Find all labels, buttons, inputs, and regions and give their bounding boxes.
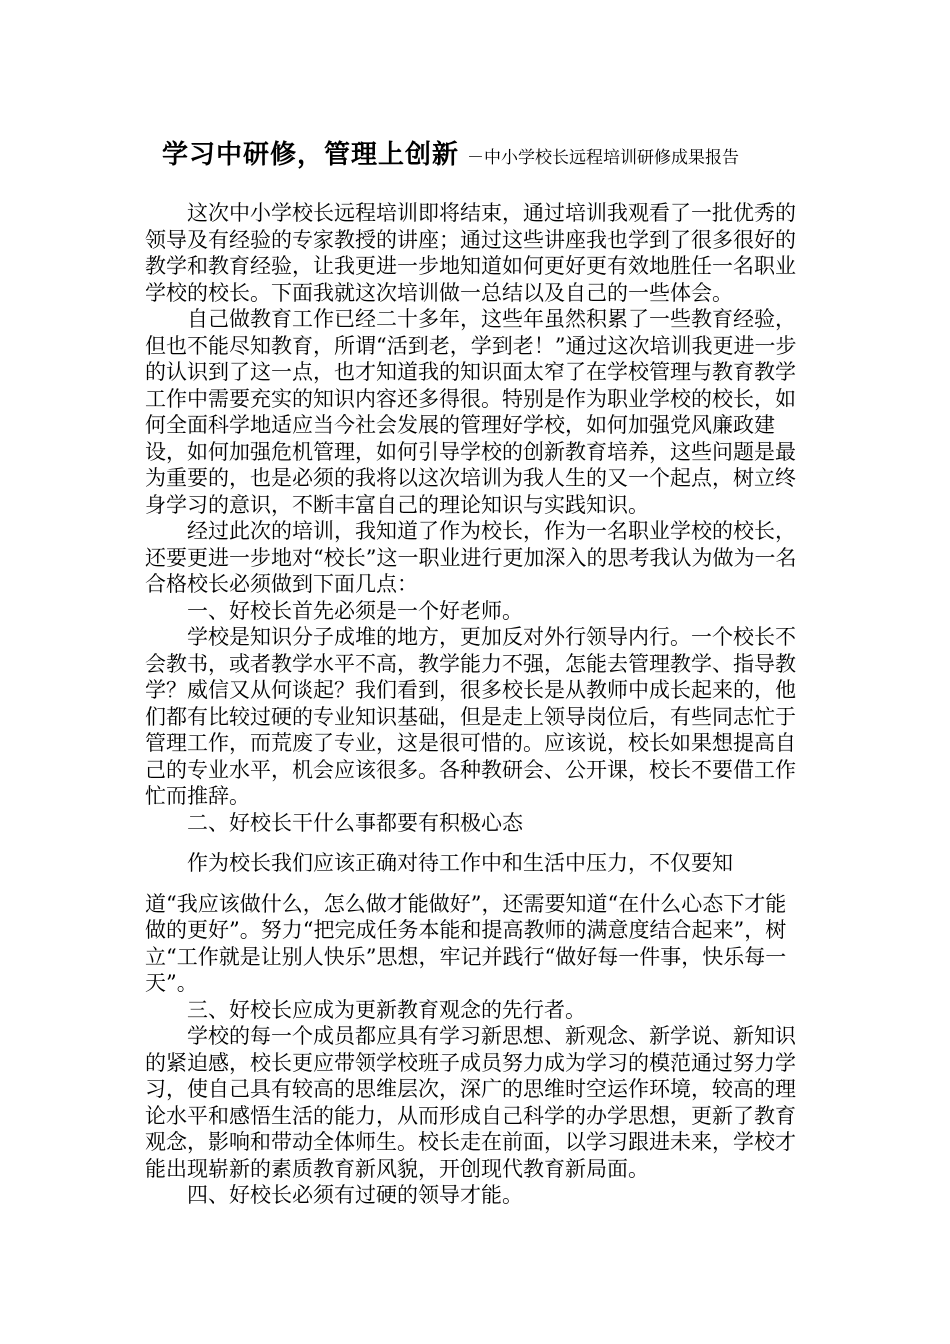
paragraph-point-three: 学校的每一个成员都应具有学习新思想、新观念、新学说、新知识的紧迫感，校长更应带领学校班子成员努力成为学习的模范通过努力学习，使自己具有较高的思维层次，深广的思维时空运作环境，较高的理论水平和感悟生活的能力，从而形成自己科学的办学思想，更新了教育观念，影响和带动全体师生。校长走在前面，以学习跟进未来，学校才能出现崭新的素质教育新风貌，开创现代教育新局面。 bbox=[145, 1024, 796, 1181]
heading-point-one: 一、好校长首先必须是一个好老师。 bbox=[187, 598, 523, 623]
paragraph-reflection: 经过此次的培训，我知道了作为校长，作为一名职业学校的校长，还要更进一步地对“校长”这一职业进行更加深入的思考我认为做为一名合格校长必须做到下面几点： bbox=[145, 519, 797, 596]
paragraph-point-one: 学校是知识分子成堆的地方，更加反对外行领导内行。一个校长不会教书，或者教学水平不高，教学能力不强，怎能去管理教学、指导教学？威信又从何谈起？我们看到，很多校长是从教师中成长起来的，他们都有比较过硬的专业知识基础，但是走上领导岗位后，有些同志忙于管理工作，而荒废了专业，这是很可惜的。应该说，校长如果想提高自己的专业水平，机会应该很多。各种教研会、公开课，校长不要借工作忙而推辞。 bbox=[145, 625, 796, 808]
document-heading bbox=[162, 134, 862, 174]
document-title: 学习中研修，管理上创新 bbox=[162, 140, 460, 170]
heading-point-four: 四、好校长必须有过硬的领导才能。 bbox=[187, 1183, 523, 1207]
heading-point-three: 三、好校长应成为更新教育观念的先行者。 bbox=[187, 997, 586, 1022]
document-body bbox=[145, 200, 807, 1209]
paragraph-point-two-start: 作为校长我们应该正确对待工作中和生活中压力，不仅要知 bbox=[187, 851, 733, 875]
heading-point-two: 二、好校长干什么事都要有积极心态 bbox=[187, 810, 523, 835]
paragraph-intro: 这次中小学校长远程培训即将结束，通过培训我观看了一批优秀的领导及有经验的专家教授的讲座；通过这些讲座我也学到了很多很好的教学和教育经验，让我更进一步地知道如何更好更有效地胜任一名职业学校的校长。下面我就这次培训做一总结以及自己的一些体会。 bbox=[145, 201, 796, 305]
paragraph-point-two-continued: 道“我应该做什么，怎么做才能做好”，还需要知道“在什么心态下才能做的更好”。努力“把完成任务本能和提高教师的满意度结合起来”，树立“工作就是让别人快乐”思想，牢记并践行“做好每一件事，快乐每一天”。 bbox=[145, 891, 787, 995]
document-subtitle: －中小学校长远程培训研修成果报告 bbox=[467, 148, 740, 168]
paragraph-experience: 自己做教育工作已经二十多年，这些年虽然积累了一些教育经验，但也不能尽知教育，所谓“活到老，学到老！”通过这次培训我更进一步的认识到了这一点，也才知道我的知识面太窄了在学校管理与教育教学工作中需要充实的知识内容还多得很。特别是作为职业学校的校长，如何全面科学地适应当今社会发展的管理好学校，如何加强党风廉政建设，如何加强危机管理，如何引导学校的创新教育培养，这些问题是最为重要的，也是必须的我将以这次培训为我人生的又一个起点，树立终身学习的意识，不断丰富自己的理论知识与实践知识。 bbox=[145, 307, 797, 517]
